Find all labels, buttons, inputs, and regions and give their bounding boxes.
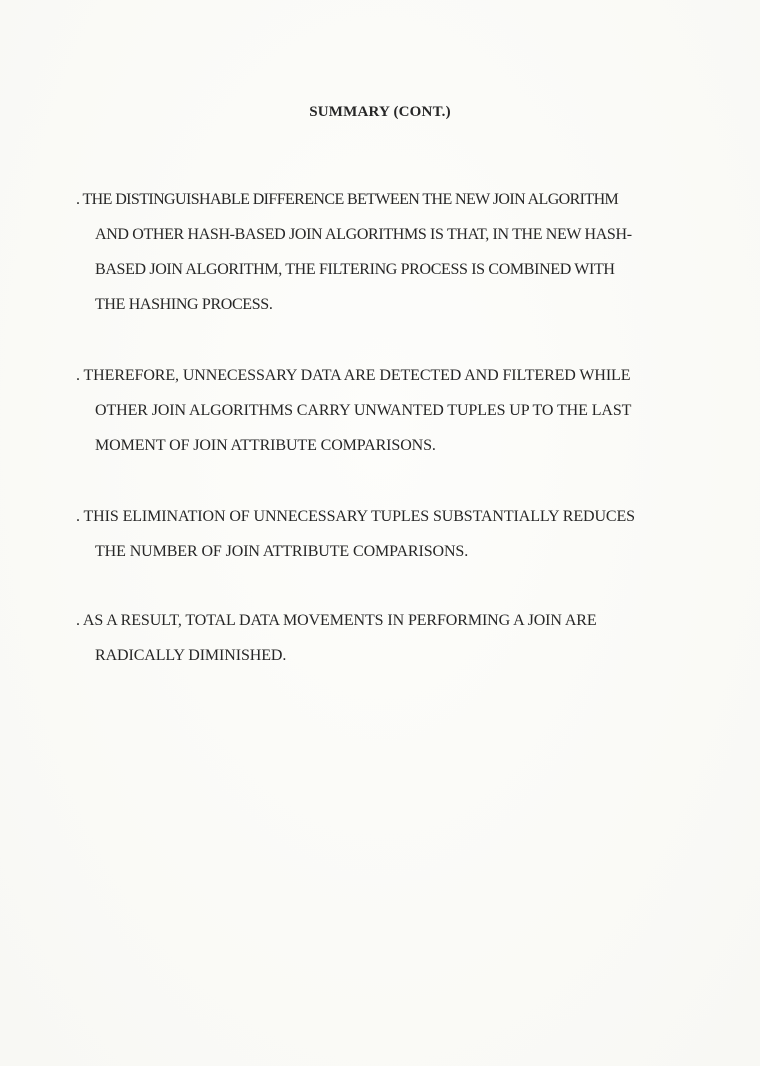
bullet-line: RADICALLY DIMINISHED.: [95, 647, 287, 664]
summary-bullet-4: [76, 603, 696, 673]
bullet-line: THE NUMBER OF JOIN ATTRIBUTE COMPARISONS.: [95, 543, 469, 560]
bullet-line: . THIS ELIMINATION OF UNNECESSARY TUPLES SUBSTANTIALLY REDUCES: [76, 508, 635, 525]
page-title: SUMMARY (CONT.): [309, 104, 451, 120]
bullet-line: MOMENT OF JOIN ATTRIBUTE COMPARISONS.: [95, 437, 436, 454]
bullet-line: THE HASHING PROCESS.: [95, 296, 273, 313]
bullet-line: AND OTHER HASH-BASED JOIN ALGORITHMS IS THAT, IN THE NEW HASH-: [95, 226, 632, 243]
summary-bullet-3: [76, 499, 696, 569]
bullet-line: BASED JOIN ALGORITHM, THE FILTERING PROCESS IS COMBINED WITH: [95, 261, 615, 278]
summary-bullet-2: [76, 358, 696, 463]
summary-bullet-1: [76, 182, 696, 322]
bullet-line: . THEREFORE, UNNECESSARY DATA ARE DETECTED AND FILTERED WHILE: [76, 367, 631, 384]
bullet-line: . THE DISTINGUISHABLE DIFFERENCE BETWEEN THE NEW JOIN ALGORITHM: [76, 191, 619, 208]
bullet-line: . AS A RESULT, TOTAL DATA MOVEMENTS IN PERFORMING A JOIN ARE: [76, 612, 597, 629]
bullet-line: OTHER JOIN ALGORITHMS CARRY UNWANTED TUPLES UP TO THE LAST: [95, 402, 632, 419]
